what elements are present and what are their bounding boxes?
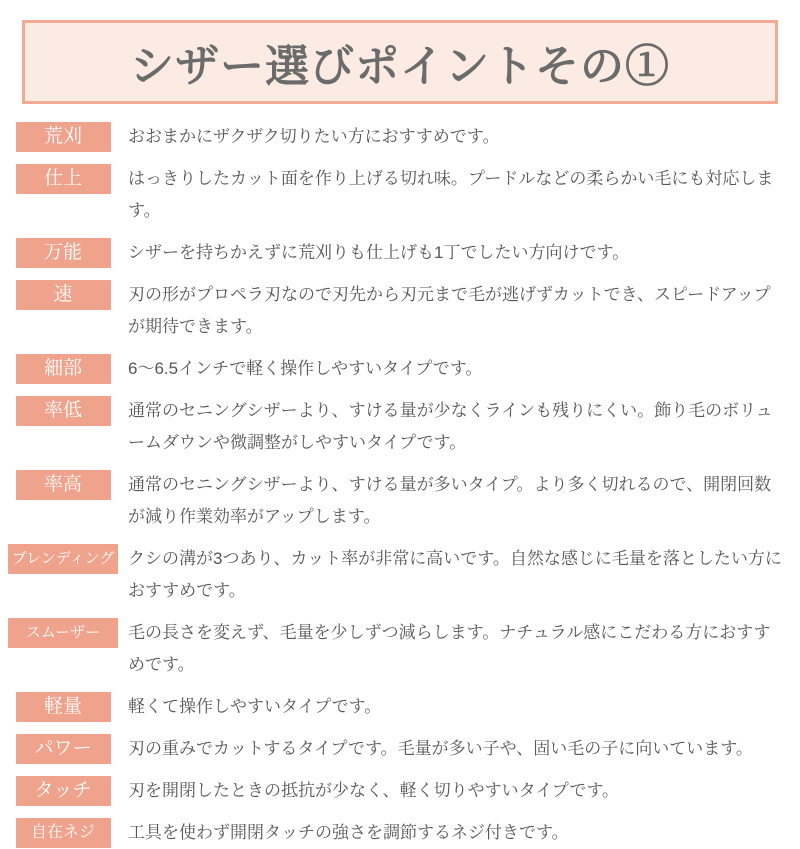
type-badge-column bbox=[8, 733, 118, 764]
scissor-type-row bbox=[8, 395, 800, 459]
scissor-type-row bbox=[8, 733, 800, 765]
type-badge: 自在ネジ bbox=[16, 818, 111, 848]
type-description: おおまかにザクザク切りたい方におすすめです。 bbox=[128, 127, 500, 146]
scissor-type-row bbox=[8, 775, 800, 807]
type-badge: スムーザー bbox=[8, 618, 118, 648]
type-description: はっきりしたカット面を作り上げる切れ味。プードルなどの柔らかい毛にも対応します。 bbox=[128, 169, 774, 220]
type-badge: 仕上 bbox=[16, 164, 111, 194]
scissor-type-row bbox=[8, 163, 800, 227]
type-badge: 細部 bbox=[16, 354, 111, 384]
type-description: 通常のセニングシザーより、すける量が少なくラインも残りにくい。飾り毛のボリュームダウンや微調整がしやすいタイプです。 bbox=[128, 401, 773, 452]
type-badge: 率高 bbox=[16, 470, 111, 500]
type-description: シザーを持ちかえずに荒刈りも仕上げも1丁でしたい方向けです。 bbox=[128, 243, 630, 262]
scissor-type-row bbox=[8, 817, 800, 849]
type-badge: 率低 bbox=[16, 396, 111, 426]
type-badge-column bbox=[8, 469, 118, 500]
type-badge: パワー bbox=[16, 734, 111, 764]
scissor-type-row bbox=[8, 469, 800, 533]
scissor-type-row bbox=[8, 617, 800, 681]
type-badge-column bbox=[8, 543, 118, 574]
scissor-type-row bbox=[8, 543, 800, 607]
type-badge-column bbox=[8, 775, 118, 806]
scissor-type-row bbox=[8, 237, 800, 269]
title-banner bbox=[22, 20, 778, 104]
type-badge: ブレンディング bbox=[8, 544, 118, 574]
type-badge-column bbox=[8, 237, 118, 268]
type-description: 刃の重みでカットするタイプです。毛量が多い子や、固い毛の子に向いています。 bbox=[128, 739, 753, 758]
type-badge-column bbox=[8, 163, 118, 194]
type-description: 軽くて操作しやすいタイプです。 bbox=[128, 697, 382, 716]
page-title: シザー選びポイントその① bbox=[130, 42, 670, 91]
type-badge: タッチ bbox=[16, 776, 111, 806]
type-description: クシの溝が3つあり、カット率が非常に高いです。自然な感じに毛量を落としたい方におすすめです。 bbox=[128, 549, 782, 600]
scissor-type-row bbox=[8, 353, 800, 385]
type-badge-column bbox=[8, 353, 118, 384]
type-description: 刃の形がプロペラ刃なので刃先から刃元まで毛が逃げずカットでき、スピードアップが期待できます。 bbox=[128, 285, 771, 336]
scissor-type-row bbox=[8, 121, 800, 153]
type-badge-column bbox=[8, 817, 118, 848]
type-description: 6〜6.5インチで軽く操作しやすいタイプです。 bbox=[128, 359, 483, 378]
type-description: 刃を開閉したときの抵抗が少なく、軽く切りやすいタイプです。 bbox=[128, 781, 619, 800]
type-badge-column bbox=[8, 617, 118, 648]
type-description: 通常のセニングシザーより、すける量が多いタイプ。より多く切れるので、開閉回数が減り作業効率がアップします。 bbox=[128, 475, 772, 526]
type-badge: 軽量 bbox=[16, 692, 111, 722]
type-badge: 荒刈 bbox=[16, 122, 111, 152]
type-badge-column bbox=[8, 691, 118, 722]
type-badge-column bbox=[8, 121, 118, 152]
type-badge: 万能 bbox=[16, 238, 111, 268]
type-description: 毛の長さを変えず、毛量を少しずつ減らします。ナチュラル感にこだわる方におすすめです。 bbox=[128, 623, 771, 674]
type-badge-column bbox=[8, 279, 118, 310]
scissor-type-row bbox=[8, 691, 800, 723]
scissor-type-row bbox=[8, 279, 800, 343]
type-description: 工具を使わず開閉タッチの強さを調節するネジ付きです。 bbox=[128, 823, 569, 842]
scissor-type-list bbox=[0, 121, 800, 849]
type-badge: 速 bbox=[16, 280, 111, 310]
type-badge-column bbox=[8, 395, 118, 426]
